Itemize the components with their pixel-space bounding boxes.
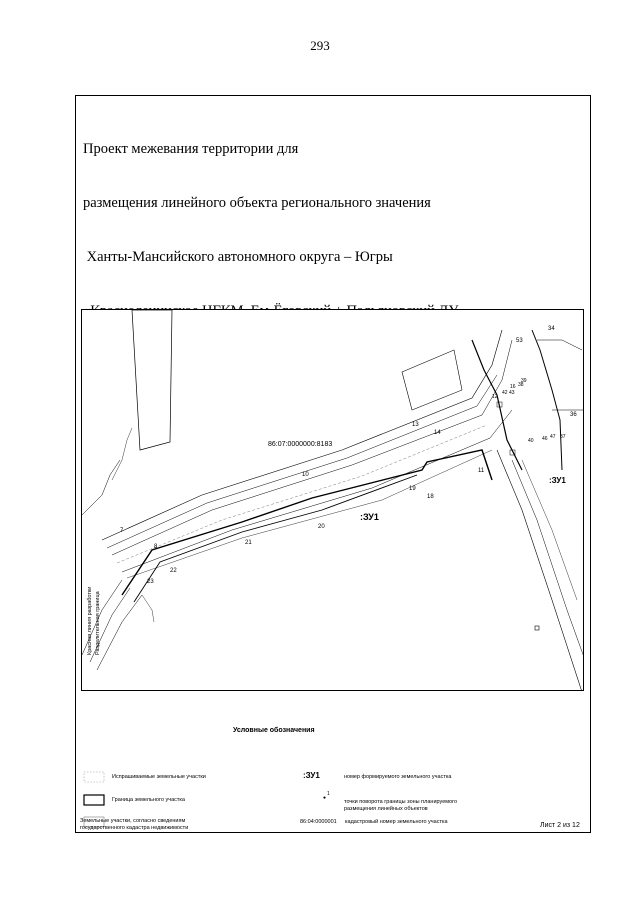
survey-map — [81, 309, 584, 691]
vertex-label: 20 — [318, 524, 325, 530]
legend-item-6: кадастровый номер земельного участка — [345, 819, 448, 825]
vertex-label: 21 — [245, 540, 252, 546]
parcel-label-secondary: :ЗУ1 — [549, 476, 566, 485]
vertex-label: 8 — [154, 544, 158, 550]
requested-parcels-symbol — [84, 772, 104, 782]
vertex-label: 23 — [147, 579, 154, 585]
vertex-label: 12 — [492, 394, 498, 400]
legend-item-5a: точки поворота границы зоны планируемого — [344, 799, 458, 805]
vertex-label: 53 — [516, 338, 523, 344]
parcel-boundary — [134, 475, 417, 602]
sheet-number: Лист 2 из 12 — [540, 822, 580, 829]
vertical-note: Разделительная граница — [95, 591, 101, 655]
corridor-line — [122, 410, 512, 572]
building-outline — [132, 310, 172, 450]
title-line-3: Ханты-Мансийского автономного округа – Югры — [83, 249, 393, 265]
vertex-label: 13 — [412, 422, 419, 428]
cadastral-number-label: 86:07:0000000:8183 — [268, 441, 333, 448]
vertex-label: 40 — [528, 438, 534, 444]
vertex-label: 43 — [509, 390, 515, 396]
vertex-label: 37 — [560, 434, 566, 440]
vertex-label: 46 — [542, 436, 548, 442]
vertex-label: 11 — [478, 468, 485, 474]
vertex-label: 7 — [120, 528, 124, 534]
parcel-boundary-symbol — [84, 795, 104, 805]
terrain-line — [112, 428, 132, 480]
legend-item-3a: Земельные участки, согласно сведениям — [80, 818, 186, 824]
legend-symbol-cadastral: 86:04:0000001 — [300, 819, 337, 825]
map-drawing — [82, 310, 584, 691]
vertex-label: 39 — [521, 378, 527, 384]
legend-item-1: Испрашиваемые земельные участки — [112, 774, 206, 780]
vertex-label: 22 — [170, 568, 177, 574]
legend-symbol-point: ● — [323, 795, 327, 801]
vertex-label: 14 — [434, 430, 441, 436]
vertex-label: 19 — [409, 486, 416, 492]
legend-title: Условные обозначения — [233, 727, 315, 734]
vertex-label: 47 — [550, 434, 556, 440]
vertex-label: 18 — [427, 494, 434, 500]
corridor-line — [102, 330, 502, 540]
parcel-boundary — [532, 330, 562, 470]
road-line — [497, 450, 582, 691]
legend-item-3b: государственного кадастра недвижимости — [80, 825, 189, 831]
legend-item-2: Граница земельного участка — [112, 797, 185, 803]
legend-item-5b: размещения линейных объектов — [344, 806, 428, 812]
vertex-label: 16 — [510, 384, 516, 390]
vertex-label: 34 — [548, 326, 555, 332]
title-line-1: Проект межевания территории для — [83, 141, 299, 157]
corridor-line — [127, 450, 492, 578]
vertex-label: 38 — [518, 382, 524, 388]
building-outline — [402, 350, 462, 410]
vertex-label: 10 — [302, 472, 309, 478]
vertex-label: 36 — [570, 412, 577, 418]
parcel-label: :ЗУ1 — [360, 512, 379, 522]
legend-symbol-point-number: 1 — [327, 791, 330, 797]
point-marker — [535, 626, 539, 630]
terrain-line — [82, 460, 120, 515]
road-line — [537, 340, 582, 350]
corridor-line — [107, 375, 497, 548]
page-number: 293 — [310, 38, 330, 53]
legend-symbol-parcel-number: :ЗУ1 — [303, 771, 320, 780]
road-line — [142, 595, 154, 622]
legend-item-4: номер формируемого земельного участка — [344, 774, 452, 780]
title-line-2: размещения линейного объекта регионального значения — [83, 195, 431, 211]
road-line — [512, 460, 584, 660]
vertex-label: 42 — [502, 390, 508, 396]
vertical-note: Красная линия разработки — [87, 586, 93, 655]
